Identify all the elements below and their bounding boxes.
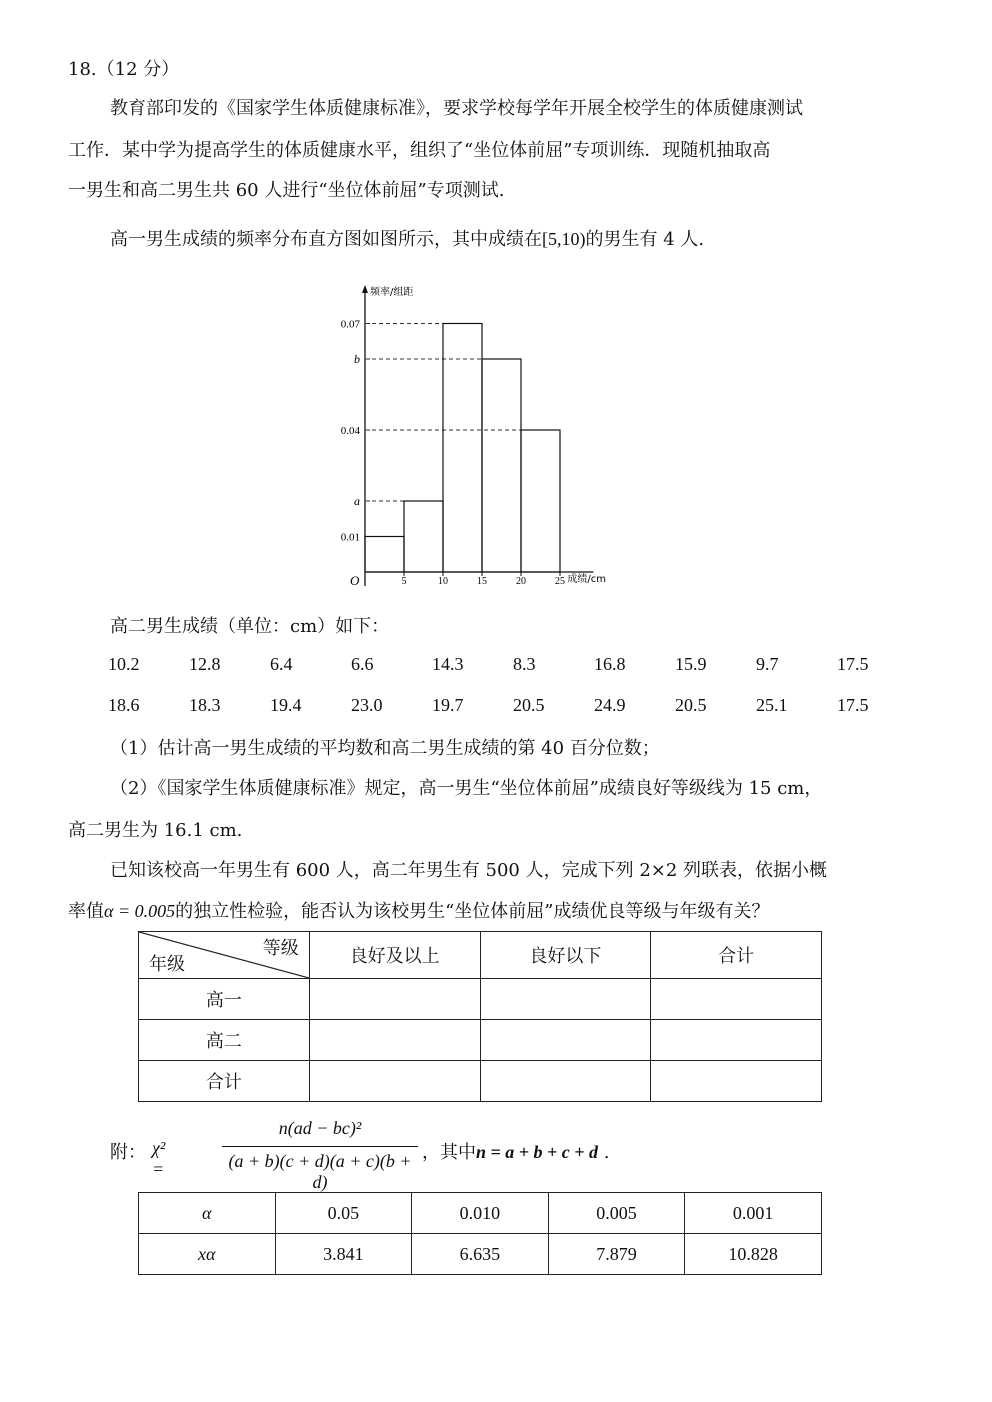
- table-row: [139, 1061, 822, 1102]
- histogram-bar: [482, 359, 521, 572]
- y-tick-label: 0.07: [340, 318, 360, 331]
- score-value: 20.5: [513, 695, 545, 715]
- score-value: 20.5: [675, 695, 707, 715]
- y-axis-arrow: [362, 285, 368, 293]
- x-tick-label: 10: [438, 576, 448, 587]
- score-value: 17.5: [837, 695, 869, 715]
- x-tick-label: 5: [401, 576, 407, 587]
- table-row: [139, 1234, 822, 1275]
- score-value: 16.8: [594, 654, 626, 674]
- formula-suffix: [422, 1138, 610, 1164]
- blank-cell[interactable]: [651, 1061, 822, 1102]
- x-alpha-cell: 6.635: [412, 1234, 549, 1275]
- alpha-cell: 0.05: [275, 1193, 412, 1234]
- y-tick-label: a: [354, 494, 360, 508]
- corner-top-label: 等级: [262, 938, 299, 959]
- x-tick-label: 15: [477, 576, 487, 587]
- question-2-line-3: 已知该校高一年男生有 600 人，高二年男生有 500 人，完成下列 2×2 列联表，依据小概: [110, 860, 828, 881]
- alpha-cell: 0.001: [685, 1193, 822, 1234]
- histogram-bar: [365, 537, 404, 573]
- formula-suffix-math: n = a + b + c + d: [476, 1142, 599, 1162]
- score-value: 18.6: [108, 695, 140, 715]
- alpha-value: α = 0.005: [104, 901, 176, 921]
- x-axis-label: 成绩/cm: [567, 574, 607, 585]
- problem-number: 18.: [68, 59, 97, 80]
- intro-line-1: 教育部印发的《国家学生体质健康标准》，要求学校每学年开展全校学生的体质健康测试: [110, 98, 803, 119]
- score-value: 8.3: [513, 654, 536, 674]
- y-tick-label: b: [354, 352, 360, 366]
- formula-prefix: 附：: [110, 1142, 146, 1163]
- histogram-intro: [110, 226, 704, 253]
- blank-cell[interactable]: [309, 1061, 480, 1102]
- header-cell: 良好及以上: [309, 932, 480, 979]
- y-tick-label: 0.04: [340, 425, 360, 437]
- blank-cell[interactable]: [309, 1020, 480, 1061]
- score-value: 19.4: [270, 695, 302, 715]
- x-alpha-label: xα: [139, 1234, 276, 1275]
- header-cell: 良好以下: [480, 932, 651, 979]
- score-value: 6.6: [351, 654, 374, 674]
- contingency-table: [138, 931, 822, 1102]
- score-value: 6.4: [270, 654, 293, 674]
- y-tick-label: 0.01: [340, 531, 360, 544]
- table-row: [139, 979, 822, 1020]
- histogram-bar: [404, 501, 443, 572]
- corner-bottom-label: 年级: [149, 954, 185, 975]
- header-cell: 合计: [651, 932, 822, 979]
- table-row: [139, 1020, 822, 1061]
- y-axis-label: 频率/组距: [370, 287, 414, 298]
- score-value: 25.1: [756, 695, 788, 715]
- x-alpha-cell: 10.828: [685, 1234, 822, 1275]
- score-value: 12.8: [189, 654, 221, 674]
- score-value: 15.9: [675, 654, 707, 674]
- question-2-line-1: （2）《国家学生体质健康标准》规定，高一男生“坐位体前屈”成绩良好等级线为 15 cm，: [110, 778, 823, 799]
- score-value: 9.7: [756, 654, 779, 674]
- blank-cell[interactable]: [480, 1061, 651, 1102]
- row-label: 合计: [139, 1061, 310, 1102]
- intro-line-3: 一男生和高二男生共 60 人进行“坐位体前屈”专项测试.: [68, 180, 505, 201]
- critical-value-table: [138, 1192, 822, 1275]
- question-1: （1）估计高一男生成绩的平均数和高二男生成绩的第 40 百分位数；: [110, 738, 660, 759]
- row-label: 高一: [139, 979, 310, 1020]
- x-tick-label: 25: [555, 576, 565, 587]
- question-2-line-4: [68, 898, 770, 925]
- formula-suffix-end: .: [603, 1142, 610, 1163]
- blank-cell[interactable]: [651, 979, 822, 1020]
- formula-numerator: n(ad − bc)²: [278, 1118, 362, 1138]
- histogram-interval: [5,10): [542, 229, 586, 249]
- blank-cell[interactable]: [480, 1020, 651, 1061]
- grade2-scores-row-2: [108, 695, 888, 721]
- grade2-scores-row-1: [108, 654, 888, 680]
- question-2-line-4-post: 的独立性检验，能否认为该校男生“坐位体前屈”成绩优良等级与年级有关？: [175, 901, 770, 922]
- histogram-intro-pre: 高一男生成绩的频率分布直方图如图所示，其中成绩在: [110, 229, 542, 250]
- question-2-line-4-pre: 率值: [68, 901, 104, 922]
- x-alpha-cell: 7.879: [548, 1234, 685, 1275]
- problem-header: [68, 57, 179, 83]
- origin-label: O: [350, 573, 360, 588]
- grade2-intro: 高二男生成绩（单位：cm）如下：: [110, 616, 390, 637]
- row-label: 高二: [139, 1020, 310, 1061]
- intro-line-2: 工作．某中学为提高学生的体质健康水平，组织了“坐位体前屈”专项训练．现随机抽取高: [68, 140, 771, 161]
- histogram-bar: [443, 324, 482, 573]
- fraction-bar: [222, 1146, 418, 1147]
- score-value: 19.7: [432, 695, 464, 715]
- score-value: 18.3: [189, 695, 221, 715]
- score-value: 14.3: [432, 654, 464, 674]
- alpha-cell: 0.010: [412, 1193, 549, 1234]
- score-value: 10.2: [108, 654, 140, 674]
- histogram-intro-post: 的男生有 4 人.: [585, 229, 705, 250]
- formula-suffix-pre: ，其中: [422, 1142, 476, 1163]
- formula-lhs: χ² =: [152, 1138, 166, 1179]
- problem-score: （12 分）: [96, 59, 180, 80]
- formula-denominator: (a + b)(c + d)(a + c)(b + d): [228, 1151, 412, 1192]
- x-tick-label: 20: [516, 576, 526, 587]
- blank-cell[interactable]: [480, 979, 651, 1020]
- question-2-line-2: 高二男生为 16.1 cm.: [68, 820, 243, 841]
- alpha-cell: 0.005: [548, 1193, 685, 1234]
- blank-cell[interactable]: [651, 1020, 822, 1061]
- table-row: [139, 1193, 822, 1234]
- score-value: 17.5: [837, 654, 869, 674]
- score-value: 23.0: [351, 695, 383, 715]
- histogram-bar: [521, 430, 560, 572]
- blank-cell[interactable]: [309, 979, 480, 1020]
- x-alpha-cell: 3.841: [275, 1234, 412, 1275]
- formula-fraction: [222, 1118, 418, 1192]
- score-value: 24.9: [594, 695, 626, 715]
- frequency-histogram: [320, 275, 640, 595]
- table-corner-cell: [139, 932, 310, 979]
- alpha-label: α: [139, 1193, 276, 1234]
